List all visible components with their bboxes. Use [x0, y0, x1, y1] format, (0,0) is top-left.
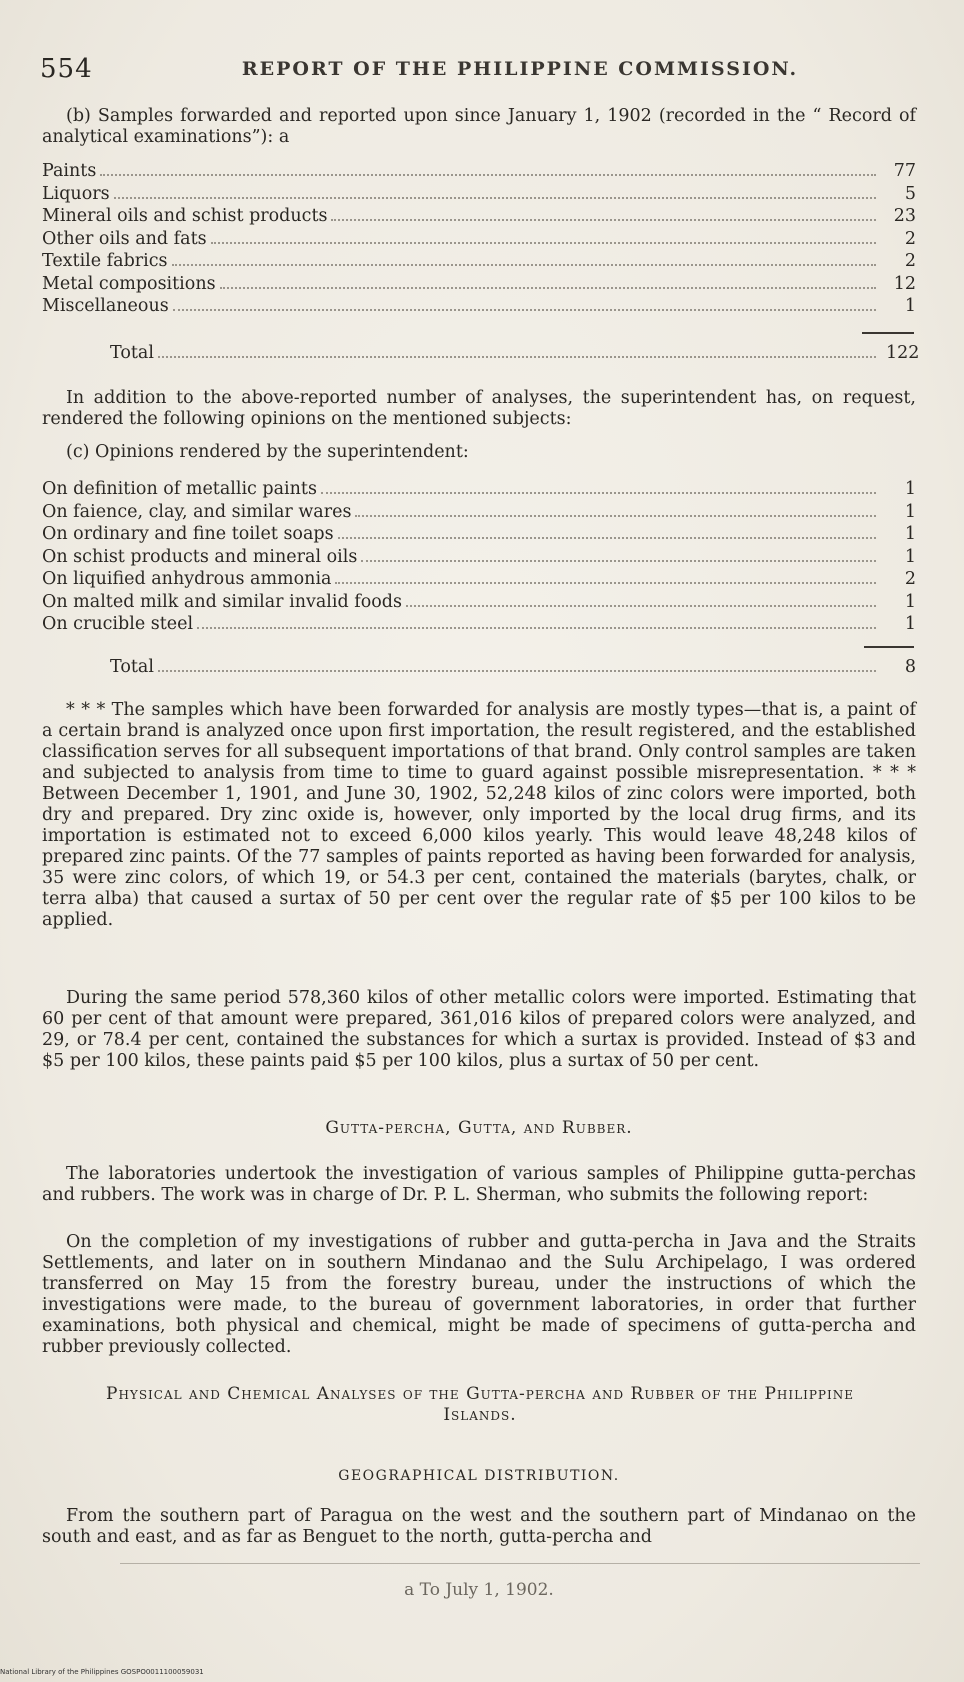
ledger-label: On schist products and mineral oils	[42, 546, 358, 567]
ledger-value: 1	[904, 479, 916, 499]
ledger-value: 1	[904, 501, 916, 522]
total-row	[42, 656, 916, 679]
ledger-label: On liquified anhydrous ammonia	[42, 569, 332, 589]
total-label: Total	[110, 657, 154, 677]
ledger-label: Mineral oils and schist products	[42, 206, 328, 226]
section-c-total	[42, 656, 916, 679]
ledger-row	[42, 568, 916, 591]
ledger-row	[42, 546, 916, 569]
ledger-value: 5	[904, 183, 916, 204]
ledger-value: 2	[904, 569, 916, 589]
lab-paragraph: The laboratories undertook the investigation of various samples of Philippine gutta-perchas and rubbers. The work was in charge of Dr. P. L. Sherman, who submits the following report:	[42, 1164, 916, 1205]
ledger-row	[42, 273, 916, 296]
ledger-label: On faience, clay, and similar wares	[42, 501, 352, 522]
ledger-row	[42, 591, 916, 614]
ledger-value: 2	[904, 228, 916, 249]
geo-heading: GEOGRAPHICAL DISTRIBUTION.	[338, 1468, 620, 1484]
ledger-row	[42, 501, 916, 524]
ledger-value: 1	[904, 546, 916, 567]
ledger-value: 12	[893, 273, 916, 294]
period-paragraph: During the same period 578,360 kilos of other metallic colors were imported. Estimating that 60 per cent of that amount were prepared, 361,016 kilos of prepared colors were analyzed, and 29, or 78.4 per cent, contained the substances for which a surtax is provided. Instead of $3 and $5 per 100 kilos, these paints paid $5 per 100 kilos, plus a surtax of 50 per cent.	[42, 988, 916, 1071]
footnote: a To July 1, 1902.	[404, 1580, 554, 1600]
total-row	[42, 342, 920, 365]
ledger-label: Paints	[42, 161, 97, 181]
section-c-intro: (c) Opinions rendered by the superintendent:	[66, 442, 469, 462]
ledger-label: On malted milk and similar invalid foods	[42, 591, 402, 612]
ledger-value: 77	[893, 161, 916, 181]
ledger-label: Metal compositions	[42, 273, 216, 294]
ledger-row	[42, 228, 916, 251]
ledger-label: Miscellaneous	[42, 296, 169, 316]
section-c-ledger	[42, 478, 916, 636]
ledger-label: On definition of metallic paints	[42, 479, 317, 499]
ledger-row	[42, 523, 916, 546]
total-label: Total	[110, 343, 154, 363]
ledger-value: 2	[904, 251, 916, 271]
section-b-intro: (b) Samples forwarded and reported upon since January 1, 1902 (recorded in the “ Record of analytical examinations”): a	[42, 106, 916, 147]
ledger-label: On ordinary and fine toilet soaps	[42, 524, 334, 544]
ledger-value: 1	[904, 614, 916, 634]
ledger-row	[42, 613, 916, 636]
ledger-value: 1	[904, 591, 916, 612]
ledger-row	[42, 160, 916, 183]
ledger-label: Liquors	[42, 183, 110, 204]
total-value: 8	[904, 657, 916, 677]
scan-credit: National Library of the Philippines GOSPO0011100059031	[0, 1668, 204, 1676]
analyses-heading: Physical and Chemical Analyses of the Gutta-percha and Rubber of the Philippine Islands.	[106, 1384, 854, 1425]
footnote-rule	[120, 1563, 920, 1564]
ledger-value: 1	[904, 296, 916, 316]
ledger-label: Textile fabrics	[42, 251, 168, 271]
ledger-row	[42, 250, 916, 273]
ledger-value: 1	[904, 524, 916, 544]
ledger-value: 23	[893, 206, 916, 226]
gutta-heading: Gutta-percha, Gutta, and Rubber.	[325, 1118, 633, 1138]
geo-paragraph: From the southern part of Paragua on the west and the southern part of Mindanao on the south and east, and as far as Benguet to the north, gutta-percha and	[42, 1506, 916, 1547]
total-rule	[864, 646, 914, 648]
samples-paragraph: * * * The samples which have been forwarded for analysis are mostly types—that is, a paint of a certain brand is analyzed once upon first importation, the result registered, and the established classification serves for all subsequent importations of that brand. Only control samples are taken and subjected to analysis from time to time to guard against possible misrepresentation. * * * Between December 1, 1901, and June 30, 1902, 52,248 kilos of zinc colors were imported, both dry and prepared. Dry zinc oxide is, however, only imported by the local drug firms, and its importation is estimated not to exceed 6,000 kilos yearly. This would leave 48,248 kilos of prepared zinc paints. Of the 77 samples of paints reported as having been forwarded for analysis, 35 were zinc colors, of which 19, or 54.3 per cent, contained the materials (barytes, chalk, or terra alba) that caused a surtax of 50 per cent over the regular rate of $5 per 100 kilos to be applied.	[42, 700, 916, 930]
section-b-ledger	[42, 160, 916, 318]
section-b-total	[42, 342, 920, 365]
ledger-row	[42, 205, 916, 228]
ledger-row	[42, 478, 916, 501]
ledger-row	[42, 295, 916, 318]
ledger-label: Other oils and fats	[42, 228, 207, 249]
page-number: 554	[40, 54, 93, 84]
page-header	[40, 54, 916, 84]
total-rule	[862, 332, 914, 334]
ledger-row	[42, 183, 916, 206]
running-head: REPORT OF THE PHILIPPINE COMMISSION.	[241, 58, 799, 80]
ledger-label: On crucible steel	[42, 614, 194, 634]
addition-paragraph: In addition to the above-reported number of analyses, the superintendent has, on request, rendered the following opinions on the mentioned subjects:	[42, 388, 916, 429]
completion-paragraph: On the completion of my investigations of rubber and gutta-percha in Java and the Straits Settlements, and later on in southern Mindanao and the Sulu Archipelago, I was ordered transferred on May 15 from the forestry bureau, under the instructions of which the investigations were made, to the bureau of government laboratories, in order that further examinations, both physical and chemical, might be made of specimens of gutta-percha and rubber previously collected.	[42, 1232, 916, 1357]
total-value: 122	[886, 343, 920, 363]
